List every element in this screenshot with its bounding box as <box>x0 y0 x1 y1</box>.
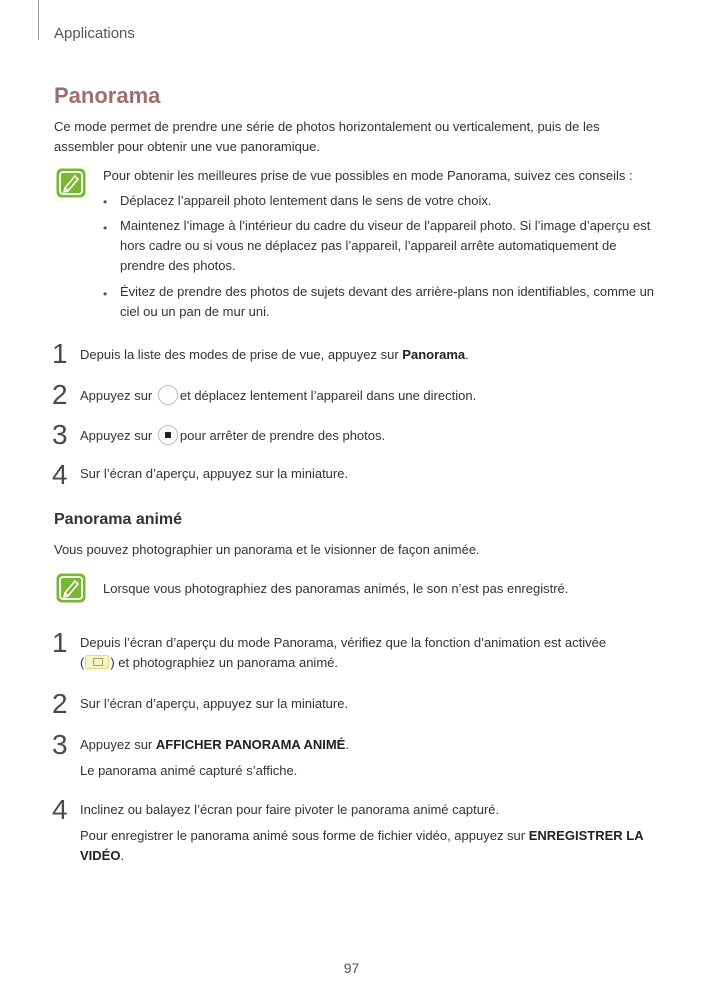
note-lead: Pour obtenir les meilleures prise de vue possibles en mode Panorama, suivez ces conseils : <box>103 168 633 183</box>
save-video-label-cont: VIDÉO <box>80 848 121 863</box>
step-text: Depuis l’écran d’aperçu du mode Panorama, vérifiez que la fonction d’animation est activée ( ) et photographiez un panorama animé. <box>80 635 607 670</box>
shutter-button-icon <box>158 385 178 405</box>
step-number: 1 <box>52 627 68 658</box>
step-text: Depuis la liste des modes de prise de vue, appuyez sur Panorama. <box>80 347 469 362</box>
page-number: 97 <box>343 960 360 976</box>
panorama-mode-label: Panorama <box>402 347 466 362</box>
page-title: Panorama <box>54 83 161 108</box>
note-pencil-icon <box>56 168 86 198</box>
step-number: 4 <box>52 794 68 825</box>
step-text: Appuyez sur et déplacez lentement l’appareil dans une direction. <box>80 385 660 406</box>
bullet-dot: • <box>103 195 108 209</box>
step-subtext: Le panorama animé capturé s’affiche. <box>80 763 298 778</box>
step-text: Sur l’écran d’aperçu, appuyez sur la miniature. <box>80 696 349 711</box>
step-text: Appuyez sur pour arrêter de prendre des photos. <box>80 425 660 446</box>
note-bullet: Maintenez l’image à l’intérieur du cadre du viseur de l’appareil photo. Si l’image d’aperçu est hors cadre ou si vous ne déplacez pas l’appareil, l’appareil arrête automatiquement de prendre des photos. <box>120 218 651 273</box>
show-animated-panorama-label: AFFICHER PANORAMA ANIMÉ <box>155 737 346 752</box>
note-bullet: Évitez de prendre des photos de sujets devant des arrière-plans non identifiables, comme un ciel ou un pan de mur uni. <box>120 284 655 319</box>
step-text: Inclinez ou balayez l’écran pour faire pivoter le panorama animé capturé. Pour enregistrer le panorama animé sous forme de fichier vidéo, appuyez sur ENREGISTRER LA VIDÉO. <box>80 800 660 866</box>
step-number: 2 <box>52 379 68 410</box>
stop-button-icon <box>158 425 178 445</box>
step-number: 4 <box>52 459 68 490</box>
step-number: 3 <box>52 419 68 450</box>
step-number: 1 <box>52 338 68 369</box>
save-video-label: ENREGISTRER LA <box>528 828 644 843</box>
note-pencil-icon <box>56 573 86 603</box>
panorama-intro: Ce mode permet de prendre une série de photos horizontalement ou verticalement, puis de les assembler pour obtenir une vue panoramique. <box>54 119 600 154</box>
step-number: 3 <box>52 729 68 760</box>
note-bullet: Déplacez l’appareil photo lentement dans le sens de votre choix. <box>120 193 492 208</box>
section-header: Applications <box>54 25 135 42</box>
step-number: 2 <box>52 688 68 719</box>
animation-toggle-icon <box>85 655 109 669</box>
step-subtext: Pour enregistrer le panorama animé sous forme de fichier vidéo, appuyez sur ENREGISTRER LA VIDÉO. <box>80 828 644 863</box>
bullet-dot: • <box>103 287 108 301</box>
section-title: Panorama animé <box>54 511 183 528</box>
step-text: Appuyez sur AFFICHER PANORAMA ANIMÉ. Le panorama animé capturé s’affiche. <box>80 735 660 781</box>
bullet-dot: • <box>103 221 108 235</box>
animated-note: Lorsque vous photographiez des panoramas animés, le son n’est pas enregistré. <box>103 581 569 596</box>
header-rule <box>38 0 39 40</box>
step-text: Sur l’écran d’aperçu, appuyez sur la miniature. <box>80 466 349 481</box>
animated-intro: Vous pouvez photographier un panorama et le visionner de façon animée. <box>54 542 480 557</box>
